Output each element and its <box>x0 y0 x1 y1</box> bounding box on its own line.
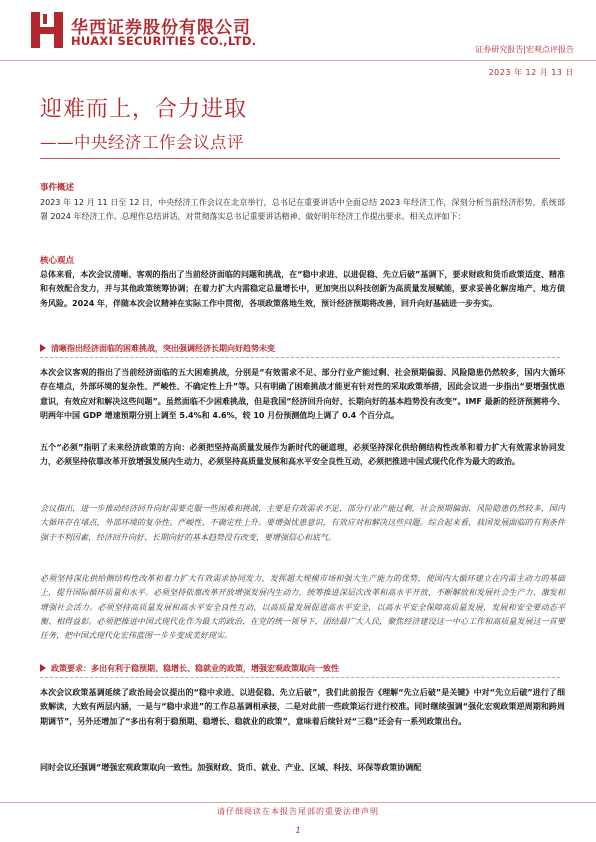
quote-paragraph-reform: 必须坚持深化供给侧结构性改革和着力扩大有效需求协同发力，发挥超大规模市场和强大生产能力的优势，使国内大循环建立在内需主动力的基础上，提升国际循环质量和水平。必须坚持依靠改革开放增强发展内生动力，统筹推进深层次改革和高水平开放，不断解放和发展社会生产力、激发和增强社会活力。必须坚持高质量发展和高水平安全良性互动，以高质量发展促进高水平安全，以高水平安全保障高质量发展，发展和安全要动态平衡、相得益彰。必须把推进中国式现代化作为最大的政治，在党的统一领导下，团结最广大人民，聚焦经济建设这一中心工作和高质量发展这一首要任务，把中国式现代化宏伟蓝图一步步变成美好现实。 <box>40 574 565 641</box>
huaxi-logo-icon <box>31 12 63 48</box>
quote-paragraph-difficulties: 会议指出，进一步推动经济回升向好需要克服一些困难和挑战，主要是有效需求不足、部分行业产能过剩，社会预期偏弱、风险隐患仍然较多，国内大循环存在堵点，外部环境的复杂性、严峻性、不确定性上升。要增强忧患意识，有效应对和解决这些问题。综合起来看，我国发展面临的有利条件强于不利因素，经济回升向好、长期向好的基本趋势没有改变，要增强信心和底气。 <box>40 504 565 542</box>
company-name-en: HUAXI SECURITIES CO.,LTD. <box>71 34 257 48</box>
report-type: 证券研究报告|宏观点评报告 <box>475 45 574 54</box>
footer-divider <box>0 802 596 803</box>
section-heading-label: 政策要求：多出有利于稳预期、稳增长、稳就业的政策，增强宏观政策取向一致性 <box>51 664 339 673</box>
policy-paragraph: 本次会议政策基调延续了政治局会议提出的“稳中求进、以进促稳、先立后破”，我们此前报告《理解“先立后破”是关键》中对“先立后破”进行了细致解读，大致有两层内涵，一是与“稳中求进”的工作总基调相承接，二是对此前一些政策运行进行校准。同时继续强调“强化宏观政策逆周期和跨周期调节”，另外还增加了“多出有利于稳预期、稳增长、稳就业的政策”，意味着后续针对“三稳”还会有一系列政策出台。 <box>40 688 565 726</box>
header-divider <box>0 60 596 61</box>
triangle-bullet-icon <box>40 664 46 672</box>
section-heading-policy <box>40 663 339 674</box>
report-date: 2023 年 12 月 13 日 <box>488 68 574 77</box>
policy-coordination-paragraph: 同时会议还强调“增强宏观政策取向一致性。加强财政、货币、就业、产业、区域、科技、环保等政策协调配 <box>40 763 422 772</box>
five-musts-paragraph: 五个“必须”指明了未来经济政策的方向：必须把坚持高质量发展作为新时代的硬道理，必须坚持深化供给侧结构性改革和着力扩大有效需求协同发力，必须坚持依靠改革开放增强发展内生动力，必须坚持高质量发展和高水平安全良性互动，必须把推进中国式现代化作为最大的政治。 <box>40 443 565 467</box>
page-number: 1 <box>295 826 301 835</box>
section-heading-label: 清晰指出经济面临的困难挑战，突出强调经济长期向好趋势未变 <box>51 344 275 353</box>
triangle-bullet-icon <box>40 344 46 352</box>
core-heading: 核心观点 <box>40 256 75 266</box>
event-heading: 事件概述 <box>40 183 75 193</box>
title-divider <box>40 158 560 159</box>
legal-disclaimer-note: 请仔细阅读在本报告尾部的重要法律声明 <box>217 807 379 816</box>
challenges-paragraph: 本次会议客观的指出了当前经济面临的五大困难挑战，分别是“有效需求不足、部分行业产能过剩、社会预期偏弱、风险隐患仍然较多，国内大循环存在堵点，外部环境的复杂性、严峻性、不确定性上升”等。只有明确了困难挑战才能更有针对性的采取政策举措，因此会议进一步指出“要增强忧患意识，有效应对和解决这些问题”。虽然面临不少困难挑战，但是我国“经济回升向好、长期向好的基本趋势没有改变”。IMF 最新的经济预测将今、明两年中国 GDP 增速预期分别上调至 5.4%和 4.6%，较 10 月份预测值均上调了 0.4 个百分点。 <box>40 368 565 420</box>
event-paragraph: 2023 年 12 月 11 日至 12 日，中央经济工作会议在北京举行，总书记在重要讲话中全面总结 2023 年经济工作，深刻分析当前经济形势，系统部署 2024 年经济工作。总理作总结讲话，对贯彻落实总书记重要讲话精神、做好明年经济工作提出要求。相关点评如下： <box>40 198 565 222</box>
section-heading-challenges <box>40 343 275 354</box>
page-subtitle: ——中央经济工作会议点评 <box>40 133 244 152</box>
page-title: 迎难而上，合力进取 <box>40 97 248 122</box>
core-paragraph: 总体来看，本次会议清晰、客观的指出了当前经济面临的问题和挑战，在“稳中求进、以进促稳、先立后破”基调下，要求财政和货币政策适度、精准和有效配合发力，并与其他政策统筹协调；在着力扩大内需稳定总量增长中，更加突出以科技创新为高质量发展赋能，要求妥善化解房地产、地方债务风险。2024 年，伴随本次会议精神在实际工作中贯彻，各项政策落地生效，预计经济预期将改善，回升向好基础进一步夯实。 <box>40 270 565 308</box>
section-divider <box>40 677 560 678</box>
section-divider <box>40 357 560 358</box>
company-name-cn: 华西证券股份有限公司 <box>71 18 251 38</box>
